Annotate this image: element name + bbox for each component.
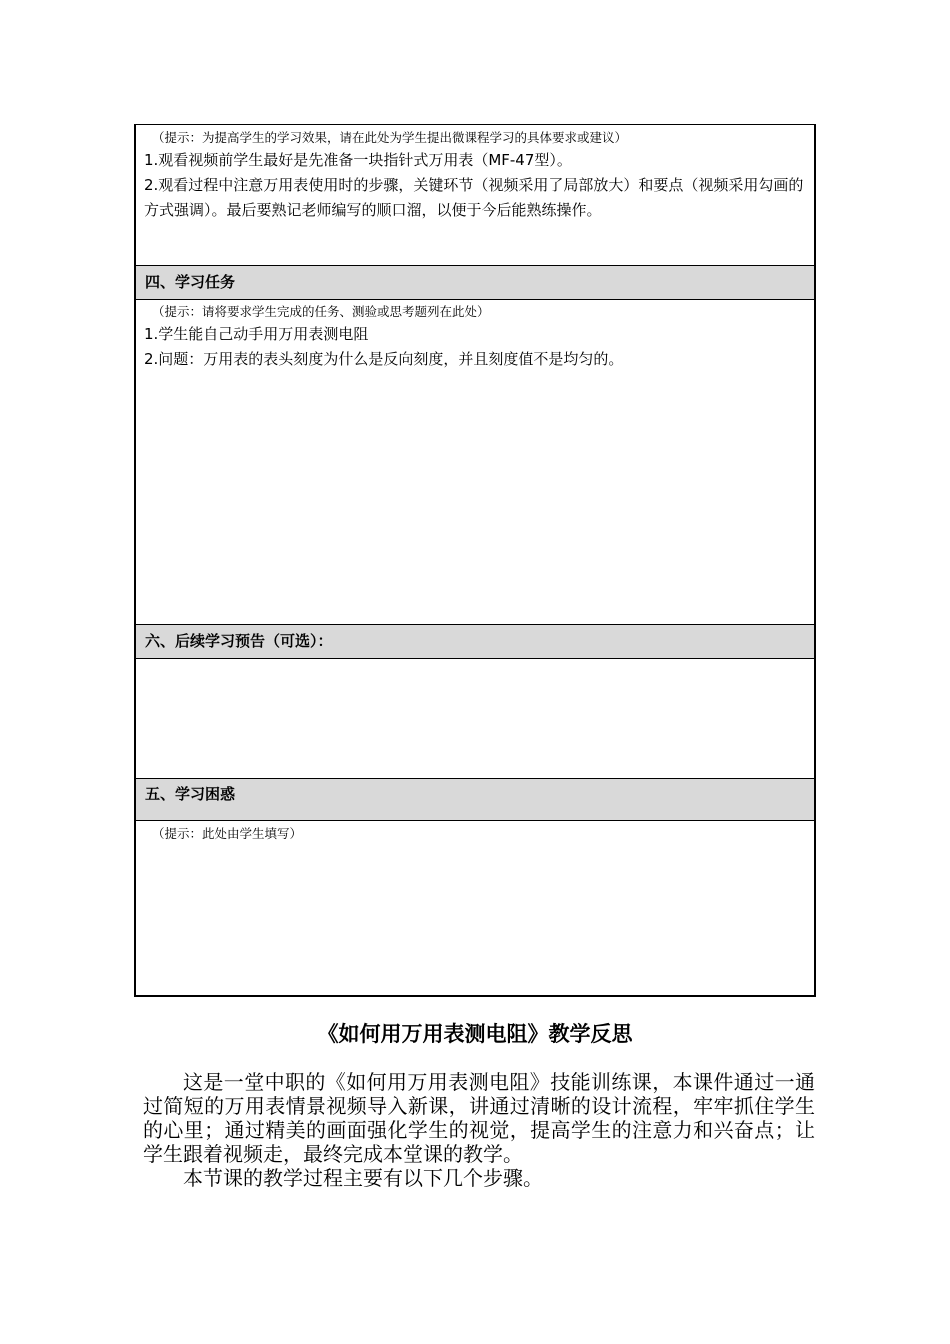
learning-suggestions-cell bbox=[136, 125, 814, 265]
follow-up-preview-cell bbox=[136, 659, 814, 778]
learning-questions-header: 五、学习困惑 bbox=[136, 778, 814, 821]
section-hint: （提示：为提高学生的学习效果，请在此处为学生提出微课程学习的具体要求或建议） bbox=[152, 130, 628, 145]
learning-questions-cell bbox=[136, 821, 814, 996]
reflection-paragraph: 本节课的教学过程主要有以下几个步骤。 bbox=[183, 1166, 543, 1190]
learning-tasks-cell bbox=[136, 300, 814, 624]
follow-up-preview-header: 六、后续学习预告（可选）： bbox=[136, 624, 814, 659]
section-hint: （提示：此处由学生填写） bbox=[152, 826, 303, 841]
learning-tasks-header: 四、学习任务 bbox=[136, 265, 814, 300]
micro-course-form-table bbox=[134, 124, 816, 997]
suggestion-line: 1.观看视频前学生最好是先准备一块指针式万用表（MF-47型）。 bbox=[144, 151, 572, 169]
reflection-title: 《如何用万用表测电阻》教学反思 bbox=[317, 1022, 633, 1046]
reflection-paragraph: 这是一堂中职的《如何用万用表测电阻》技能训练课，本课件通过一通过简短的万用表情景视频导入新课，讲通过清晰的设计流程，牢牢抓住学生的心里；通过精美的画面强化学生的视觉，提高学生的注意力和兴奋点；让学生跟着视频走，最终完成本堂课的教学。 bbox=[143, 1070, 815, 1166]
task-line: 2.问题：万用表的表头刻度为什么是反向刻度，并且刻度值不是均匀的。 bbox=[144, 350, 624, 368]
task-line: 1.学生能自己动手用万用表测电阻 bbox=[144, 325, 369, 343]
reflection-body bbox=[143, 1070, 815, 1190]
section-hint: （提示：请将要求学生完成的任务、测验或思考题列在此处） bbox=[152, 304, 490, 319]
suggestion-line: 2.观看过程中注意万用表使用时的步骤，关键环节（视频采用了局部放大）和要点（视频采用勾画的方式强调）。最后要熟记老师编写的顺口溜，以便于今后能熟练操作。 bbox=[144, 176, 804, 219]
